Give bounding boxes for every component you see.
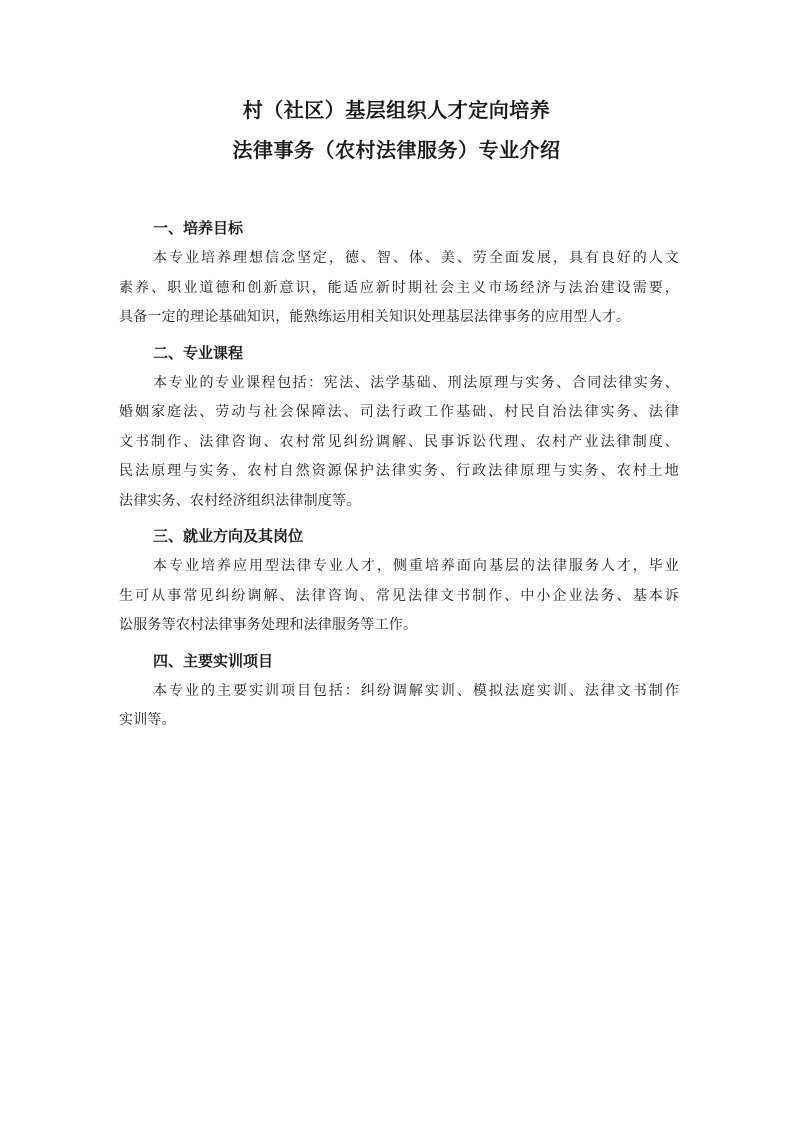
section-training-projects: [119, 647, 679, 736]
paragraph-line: 本专业培养理想信念坚定，德、智、体、美、劳全面发展，具有良好的人文: [153, 250, 679, 266]
paragraph-line: 婚姻家庭法、劳动与社会保障法、司法行政工作基础、村民自治法律实务、法律: [119, 404, 679, 420]
paragraph-line: 具备一定的理论基础知识，能熟练运用相关知识处理基层法律事务的应用型人才。: [119, 309, 631, 325]
section-heading: 二、专业课程: [153, 343, 244, 362]
section-heading: 三、就业方向及其岗位: [153, 527, 304, 545]
paragraph-line: 本专业培养应用型法律专业人才，侧重培养面向基层的法律服务人才，毕业: [153, 558, 679, 574]
section-courses: [119, 339, 679, 517]
paragraph-line: 素养、职业道德和创新意识，能适应新时期社会主义市场经济与法治建设需要，: [119, 279, 679, 296]
section-heading: 四、主要实训项目: [153, 651, 274, 670]
paragraph-line: 文书制作、法律咨询、农村常见纠纷调解、民事诉讼代理、农村产业法律制度、: [119, 433, 679, 450]
section-paragraph: [119, 244, 679, 333]
paragraph-line: 生可从事常见纠纷调解、法律咨询、常见法律文书制作、中小企业法务、基本诉: [119, 587, 679, 604]
section-training-goals: [119, 214, 679, 333]
section-heading: 一、培养目标: [153, 219, 244, 237]
section-paragraph: [119, 677, 679, 736]
section-employment: [119, 522, 679, 641]
paragraph-line: 实训等。: [119, 712, 176, 728]
paragraph-line: 讼服务等农村法律事务处理和法律服务等工作。: [119, 617, 418, 633]
paragraph-line: 民法原理与实务、农村自然资源保护法律实务、行政法律原理与实务、农村土地: [119, 463, 679, 479]
section-paragraph: [119, 552, 679, 641]
document-body: [119, 214, 679, 736]
title-line-2: 法律事务（农村法律服务）专业介绍: [232, 138, 561, 162]
title-line-1: 村（社区）基层组织人才定向培养: [242, 98, 551, 122]
paragraph-line: 本专业的专业课程包括：宪法、法学基础、刑法原理与实务、合同法律实务、: [153, 374, 679, 391]
document-title: [0, 98, 793, 162]
paragraph-line: 法律实务、农村经济组织法律制度等。: [119, 492, 361, 509]
paragraph-line: 本专业的主要实训项目包括：纠纷调解实训、模拟法庭实训、法律文书制作: [153, 682, 679, 699]
section-paragraph: [119, 369, 679, 517]
